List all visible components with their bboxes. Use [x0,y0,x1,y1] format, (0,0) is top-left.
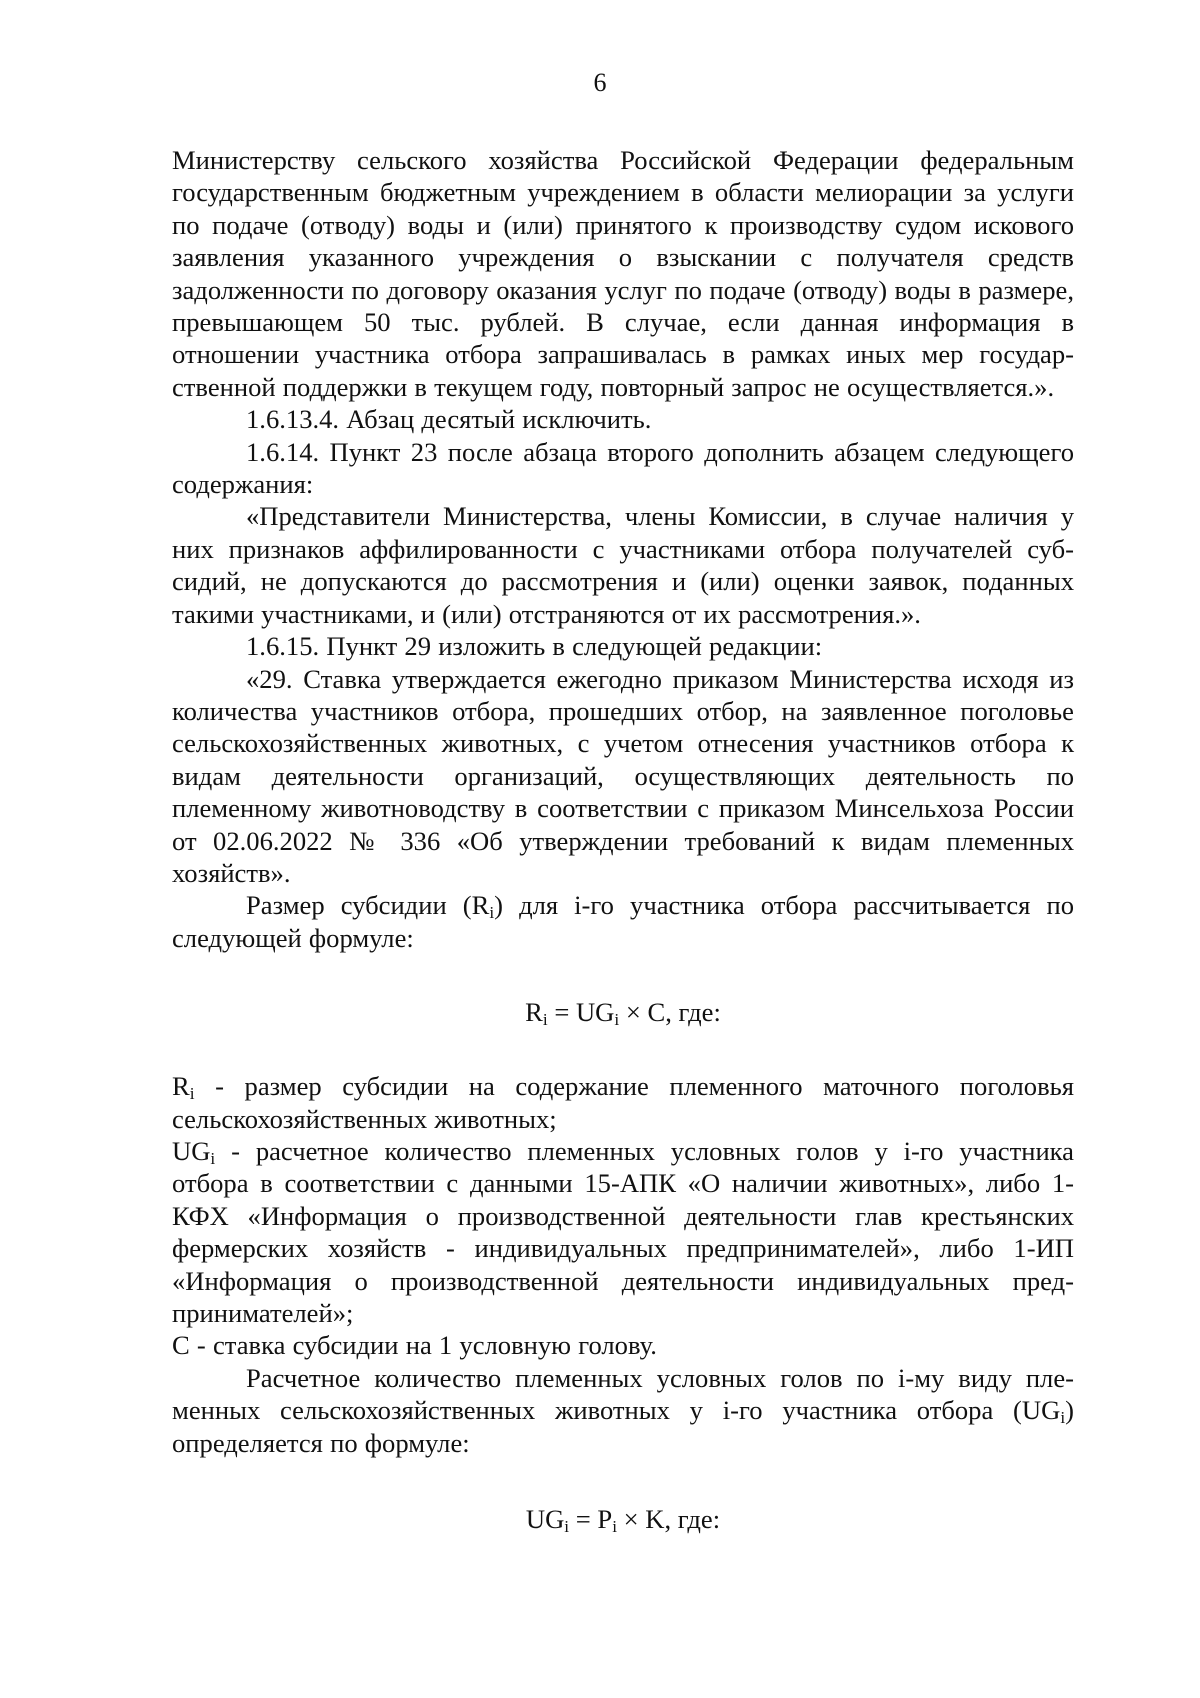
subscript: i [210,1148,216,1168]
formula-subscript: i [564,1516,570,1536]
paragraph-item-29: «29. Ставка утверждается ежегодно приказом Министерства исходя из количества участников отбора, прошедших отбор, на заявленное поголовье сельскохозяйственных животных, с учетом отнесения участников отбора к видам деятельности организаций, осуществляющих деятельность по племенному животноводству в соответствии с приказом Минсельхоза России от 02.06.2022 № 336 «Об утверждении требований к видам племенных хозяйств». [172,663,1074,888]
subscript: i [489,903,495,923]
text-run: Размер субсидии (R [246,890,490,921]
definition-ugi [172,1135,1074,1329]
definition-ri [172,1070,1074,1135]
paragraph-ministry-continuation: Министерству сельского хозяйства Российской Федерации федеральным государственным бюджетным учреждением в области мелиорации за услуги по подаче (отводу) воды и (или) принятого к производству судом искового заявления указанного учреждения о взыскании с получателя средств задолженности по договору оказания услуг по подаче (отводу) воды в размере, превышающем 50 тыс. рублей. В случае, если данная информация в отношении участника отбора запрашивалась в рамках иных мер государственной поддержки в текущем году, повторный запрос не осуществляется.». [172,145,1074,402]
formula-part: = UG [547,997,615,1028]
formula-subsidy [172,996,1074,1028]
formula-part: = P [569,1504,613,1535]
paragraph-1-6-14: 1.6.14. Пункт 23 после абзаца второго дополнить абзацем следующего содержания: [172,436,1074,500]
formula-subscript: i [612,1516,618,1536]
text-run: ) для i-го участника отбора рассчитывается по следующей формуле: [172,890,1074,953]
text-run: UG [172,1135,211,1166]
formula-part: × K, где: [617,1504,721,1535]
page-number: 6 [593,68,607,97]
formula-part: UG [525,1504,565,1535]
text-run: R [172,1071,190,1102]
formula-part: × C, где: [619,997,721,1028]
text-run: Расчетное количество племенных условных голов по i-му виду племенных сельскохозяйственных животных у i-го участника отбора (UG [172,1362,1074,1426]
formula-part: R [525,997,543,1028]
paragraph-subsidy-size [172,889,1074,954]
subscript: i [1060,1408,1066,1428]
formula-subscript: i [542,1009,548,1029]
subscript: i [189,1083,195,1103]
formula-subscript: i [614,1009,620,1029]
paragraph-1-6-15: 1.6.15. Пункт 29 изложить в следующей редакции: [246,631,823,662]
definition-c: С - ставка субсидии на 1 условную голову. [172,1330,657,1361]
paragraph-1-6-13-4: 1.6.13.4. Абзац десятый исключить. [246,404,652,435]
text-run: - размер субсидии на содержание племенного маточного поголовья сельскохозяйственных животных; [172,1071,1074,1134]
document-body [172,144,1074,1535]
formula-conditional-heads [172,1503,1074,1535]
text-run: - расчетное количество племенных условных голов у i-го участника отбора в соответствии с данными 15-АПК «О наличии животных», либо 1-КФХ «Информация о производственной деятельности глав крестьянских фермерских хозяйств - индивидуальных предпринимателей», либо 1-ИП «Информация о производственной деятельности индивидуальных предпринимателей»; [172,1135,1074,1328]
paragraph-conditional-heads [172,1362,1074,1459]
text-run: ) определяется по формуле: [172,1395,1074,1458]
paragraph-affiliation-quote: «Представители Министерства, члены Комиссии, в случае наличия у них признаков аффилированности с участниками отбора получателей субсидий, не допускаются до рассмотрения и (или) оценки заявок, поданных такими участниками, и (или) отстраняются от их рассмотрения.». [172,501,1074,629]
